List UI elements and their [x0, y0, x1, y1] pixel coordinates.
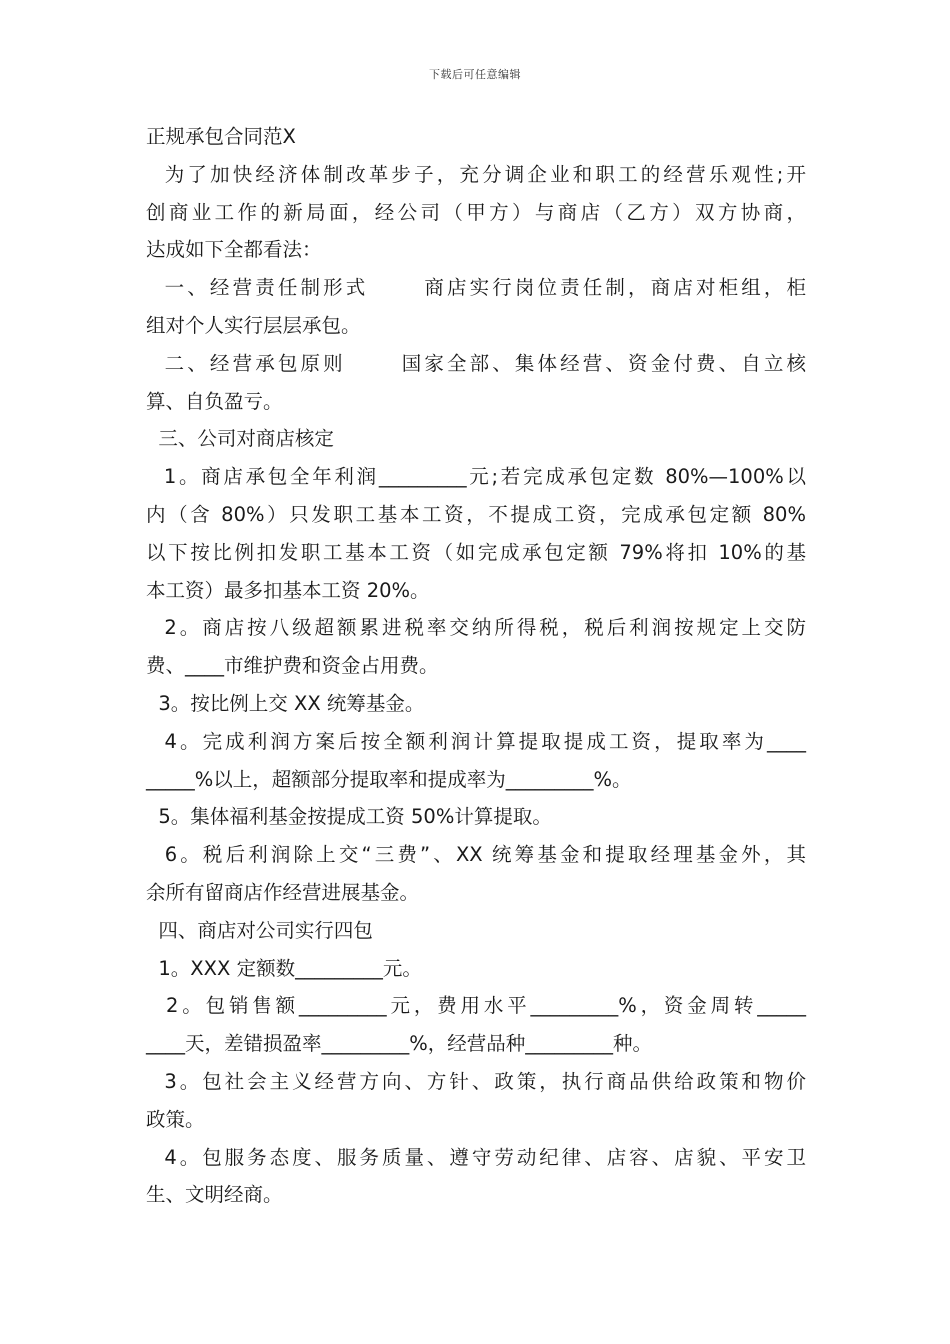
- text-line: 算、自负盈亏。: [146, 389, 283, 413]
- text-line: 余所有留商店作经营进展基金。: [146, 880, 420, 904]
- document-title: 正规承包合同范X: [146, 125, 296, 148]
- text-line: 5。集体福利基金按提成工资 50%计算提取。: [146, 805, 552, 829]
- text-line: 创商业工作的新局面，经公司（甲方）与商店（乙方）双方协商，: [146, 200, 806, 224]
- text-line: 1。XXX 定额数_________元。: [146, 956, 422, 980]
- text-line: 为了加快经济体制改革步子，充分调企业和职工的经营乐观性;开: [146, 162, 806, 186]
- text-line: 组对个人实行层层承包。: [146, 313, 361, 337]
- document-body: [146, 118, 806, 1214]
- text-line: 2。商店按八级超额累进税率交纳所得税，税后利润按规定上交防: [146, 616, 806, 640]
- text-line: 4。完成利润方案后按全额利润计算提取提成工资，提取率为____: [146, 729, 806, 753]
- text-line: 3。按比例上交 XX 统筹基金。: [146, 691, 425, 715]
- text-line: 政策。: [146, 1107, 205, 1131]
- text-line: ____天，差错损盈率_________%，经营品种_________种。: [146, 1032, 653, 1056]
- text-line: 达成如下全都看法：: [146, 238, 322, 262]
- page-header-note: 下载后可任意编辑: [429, 68, 521, 81]
- text-line: 2。包销售额_________元，费用水平_________%，资金周转_____: [146, 994, 806, 1018]
- text-line: 三、公司对商店核定: [146, 427, 334, 451]
- text-line: 1。商店承包全年利润_________元;若完成承包定数 80%—100%以: [146, 465, 806, 489]
- text-line: 生、文明经商。: [146, 1183, 283, 1207]
- text-line: 4。包服务态度、服务质量、遵守劳动纪律、店容、店貌、平安卫: [146, 1145, 806, 1169]
- text-line: 费、____市维护费和资金占用费。: [146, 654, 439, 678]
- text-line: 二、经营承包原则 国家全部、集体经营、资金付费、自立核: [146, 351, 806, 375]
- text-line: _____%以上，超额部分提取率和提成率为_________%。: [146, 767, 632, 791]
- text-line: 本工资）最多扣基本工资 20%。: [146, 578, 430, 602]
- text-line: 6。税后利润除上交“三费”、XX 统筹基金和提取经理基金外，其: [146, 843, 806, 867]
- text-line: 一、经营责任制形式 商店实行岗位责任制，商店对柜组，柜: [146, 276, 806, 300]
- text-line: 3。包社会主义经营方向、方针、政策，执行商品供给政策和物价: [146, 1069, 806, 1093]
- text-line: 内（含 80%）只发职工基本工资，不提成工资，完成承包定额 80%: [146, 502, 806, 526]
- text-line: 以下按比例扣发职工基本工资（如完成承包定额 79%将扣 10%的基: [146, 540, 806, 564]
- text-line: 四、商店对公司实行四包: [146, 918, 373, 942]
